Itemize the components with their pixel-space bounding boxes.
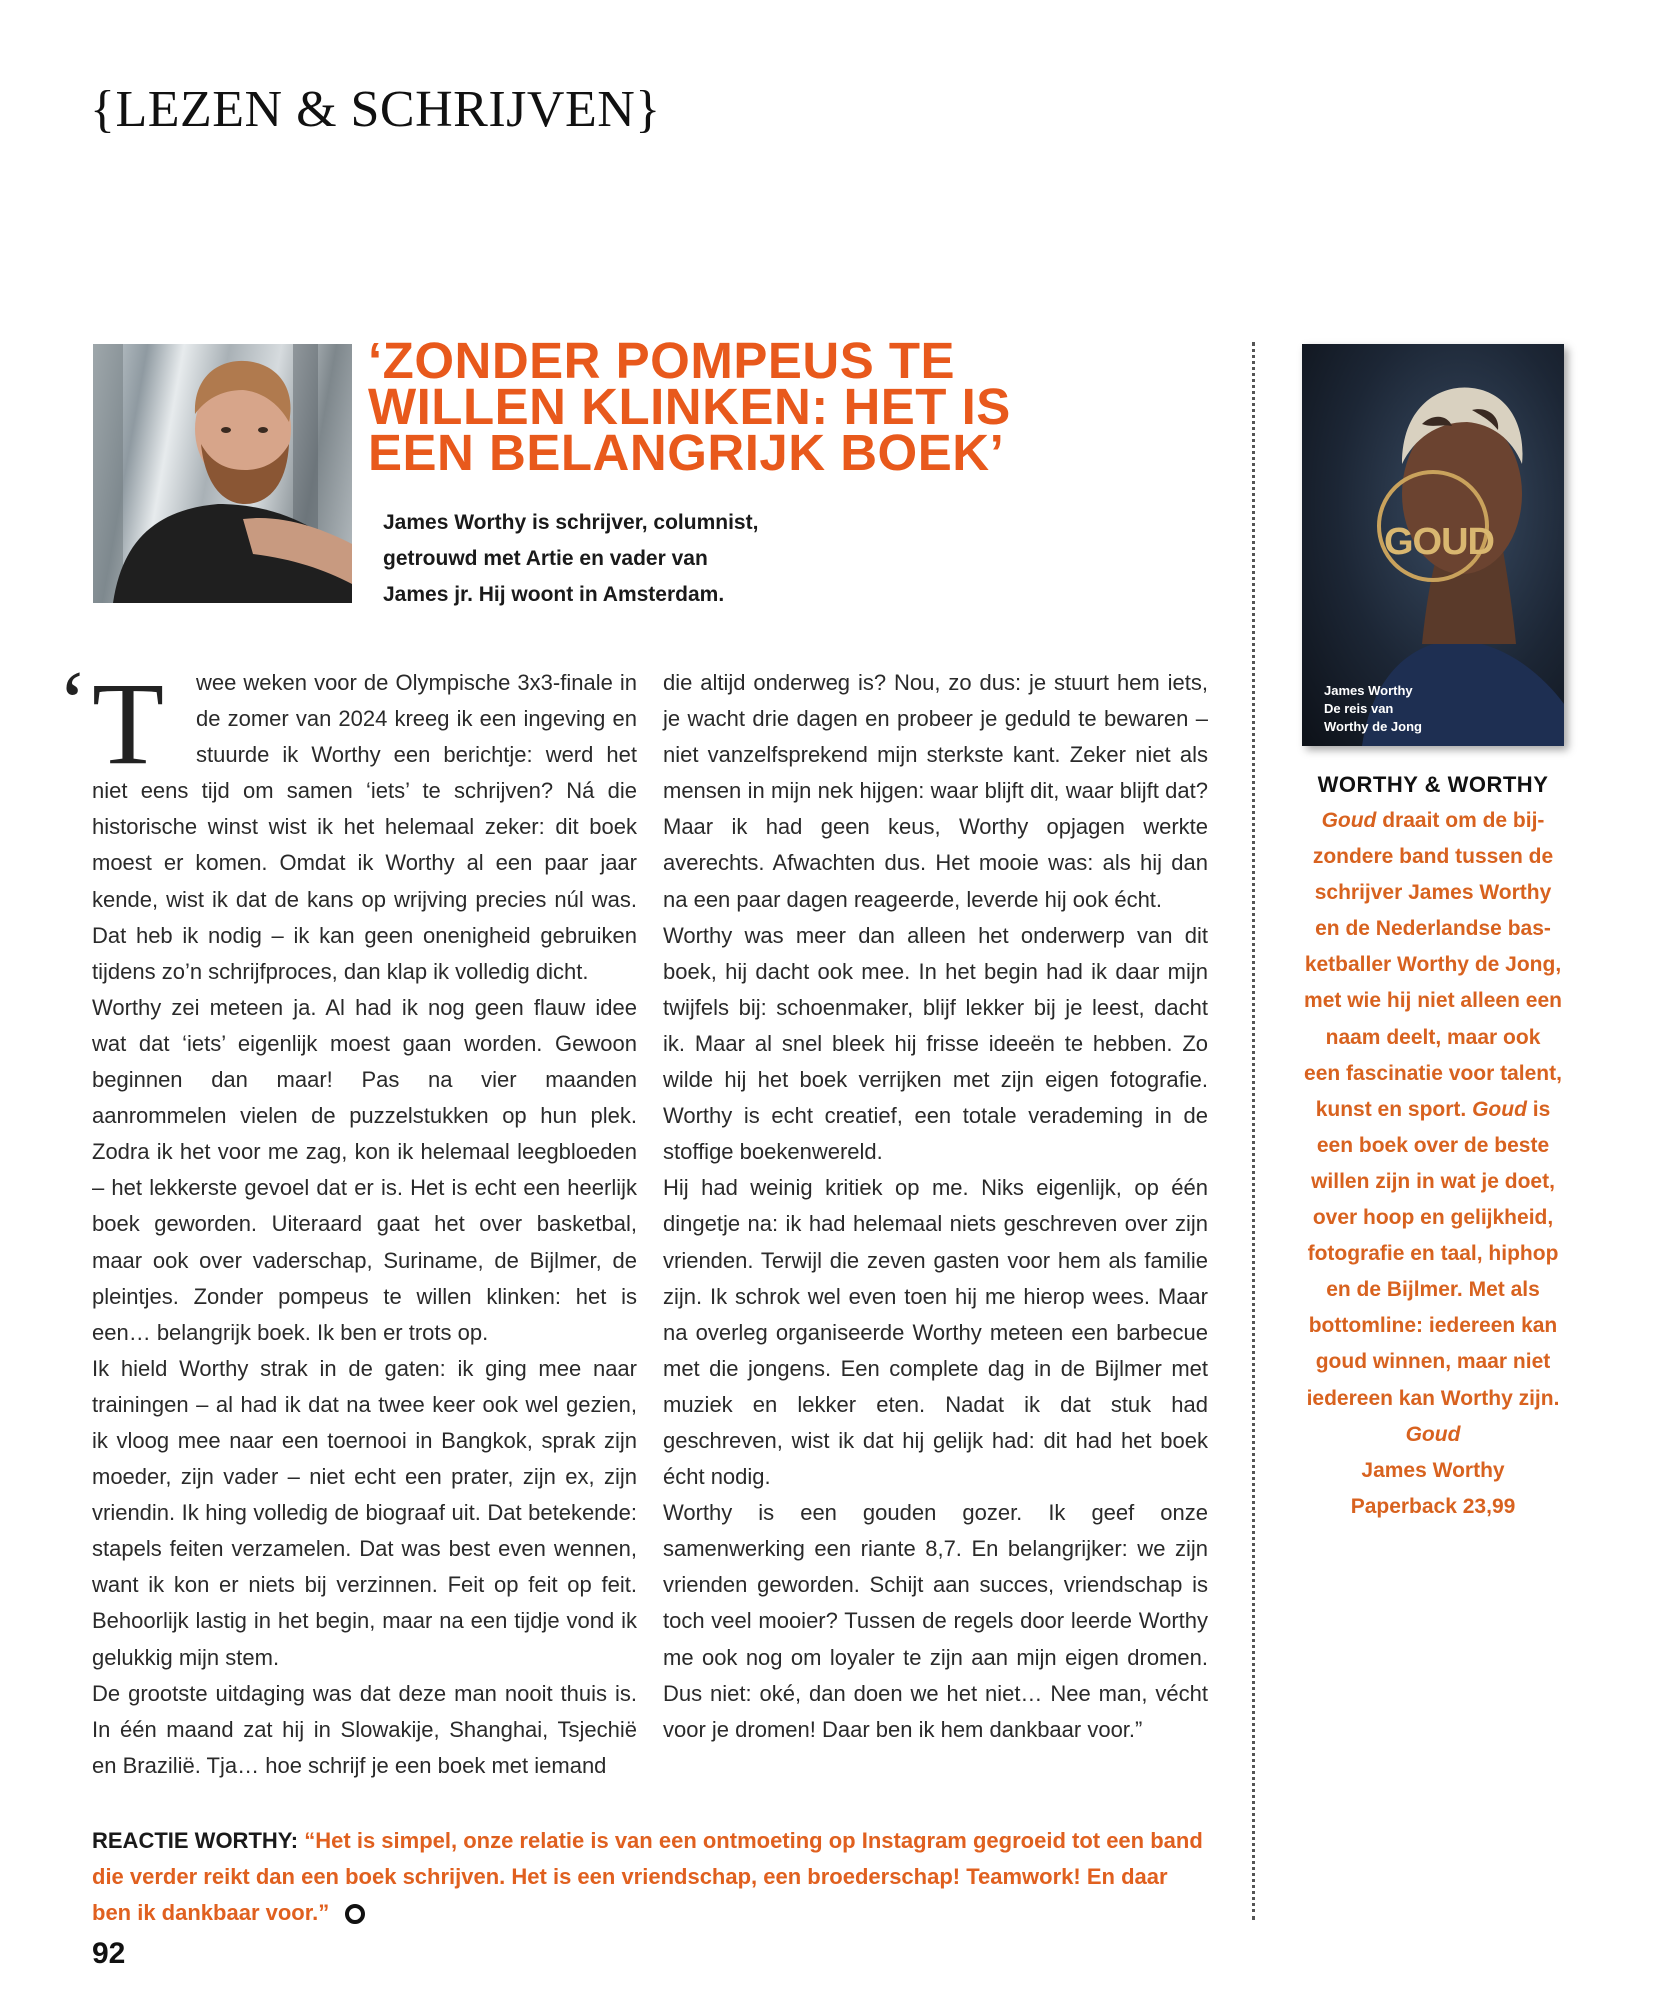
sidebar-book-price: Paperback 23,99 — [1350, 1494, 1516, 1518]
article-paragraph: De grootste uitdaging was dat deze man nooit thuis is. In één maand zat hij in Slowakije, Shanghai, Tsjechië en Brazilië. Tja… hoe schrijf je een boek met iemand — [92, 1680, 637, 1778]
article-column-1 — [58, 654, 637, 1784]
sidebar-line: en de Nederlandse bas- — [1315, 917, 1551, 941]
sidebar-heading: WORTHY & WORTHY — [1317, 772, 1549, 797]
reaction-label: REACTIE WORTHY: — [92, 1828, 299, 1853]
sidebar-line: over hoop en gelijkheid, — [1312, 1206, 1554, 1230]
sidebar-line: schrijver James Worthy — [1314, 881, 1552, 905]
cover-credit-line: James Worthy — [1324, 683, 1413, 698]
article-paragraph: Worthy was meer dan alleen het onderwerp van dit boek, hij dacht ook mee. In het begin had ik daar mijn twijfels bij: schoenmaker, blijf lekker bij je leest, dacht ik. Maar al snel bleek hij frisse ideeën te hebben. Zo wilde hij het boek verrijken met zijn eigen fotografie. Worthy is echt creatief, een totale verademing in de stoffige boekenwereld. — [663, 922, 1208, 1165]
article-paragraph: Worthy is een gouden gozer. Ik geef onze samenwerking een riante 8,7. En belangrijker: we zijn vrienden geworden. Schijt aan succes, vriendschap is toch veel mooier? Tussen de regels door leerde Worthy me ook nog om loyaler te zijn aan mijn eigen dromen. Dus niet: oké, dan doen we het niet… Nee man, vécht voor je dromen! Daar ben ik hem dankbaar voor.” — [663, 1500, 1208, 1742]
reaction-worthy — [92, 1823, 1212, 1931]
sidebar-line — [1298, 803, 1568, 839]
sidebar-line-tail: is — [1526, 1097, 1551, 1121]
sidebar-line: met wie hij niet alleen een — [1304, 989, 1562, 1013]
page-number: 92 — [92, 1937, 126, 1970]
sidebar-line: willen zijn in wat je doet, — [1311, 1169, 1555, 1193]
cover-credit-line: Worthy de Jong — [1324, 719, 1422, 734]
book-sidebar — [1298, 767, 1568, 1525]
article-paragraph: die altijd onderweg is? Nou, zo dus: je stuurt hem iets, je wacht drie dagen en probeer je geduld te bewaren – niet vanzelfsprekend mijn sterkste kant. Zeker niet als mensen in mijn nek hijgen: waar blijft dit, waar blijft dat? Maar ik had geen keus, Worthy opjagen werkte averechts. Afwachten dus. Het mooie was: als hij dan na een paar dagen reageerde, leverde hij ook écht. — [663, 670, 1208, 912]
sidebar-line: ketballer Worthy de Jong, — [1304, 953, 1562, 977]
article-paragraph: Worthy zei meteen ja. Al had ik nog geen flauw idee wat dat ‘iets’ eigenlijk moest gaan worden. Gewoon beginnen dan maar! Pas na vier maanden aanrommelen vielen de puzzelstukken op hun plek. Zodra ik het voor me zag, kon ik helemaal leegbloeden – het lekkerste gevoel dat er is. Het is echt een heerlijk boek geworden. Uiteraard gaat het over basketbal, maar ook over vaderschap, Suriname, de Bijlmer, de pleintjes. Zonder pompeus te willen klinken: het is een… belangrijk boek. Ik ben er trots op. — [92, 994, 637, 1345]
sidebar-line: goud winnen, maar niet — [1315, 1350, 1551, 1374]
sidebar-line-text: draait om de bij- — [1376, 809, 1545, 832]
drop-cap — [58, 654, 190, 789]
sidebar-line: bottomline: iedereen kan — [1308, 1314, 1558, 1338]
intro-line: getrouwd met Artie en vader van — [383, 547, 708, 570]
author-portrait-illustration — [93, 344, 352, 603]
sidebar-line-text: kunst en sport. — [1315, 1097, 1473, 1121]
cover-title: GOUD — [1384, 521, 1494, 563]
drop-cap-quote: ‘ — [58, 654, 88, 751]
headline — [368, 332, 1088, 481]
sidebar-line: een fascinatie voor talent, — [1304, 1061, 1562, 1085]
reaction-quote: “Het is simpel, onze relatie is van een ontmoeting op Instagram gegroeid tot een band die verder reikt dan een boek schrijven. Het is een vriendschap, een broederschap! Teamwork! En daar ben ik dankbaar voor.” — [92, 1828, 1203, 1925]
book-cover — [1302, 344, 1564, 746]
author-photo — [93, 344, 352, 603]
intro-line: James Worthy is schrijver, columnist, — [383, 511, 759, 534]
sidebar-italic: Goud — [1472, 1097, 1527, 1121]
drop-cap-letter: T — [92, 658, 165, 789]
sidebar-book-title-text: Goud — [1405, 1422, 1461, 1446]
section-title: {LEZEN & SCHRIJVEN} — [90, 81, 661, 138]
sidebar-line: naam deelt, maar ook — [1325, 1025, 1541, 1049]
sidebar-line: een boek over de beste — [1316, 1133, 1550, 1157]
author-intro — [383, 505, 823, 613]
sidebar-line: en de Bijlmer. Met als — [1326, 1278, 1540, 1302]
article-column-2 — [663, 665, 1208, 1748]
article-paragraph: Hij had weinig kritiek op me. Niks eigenlijk, op één dingetje na: ik had helemaal niets geschreven over zijn vrienden. Terwijl die zeven gasten voor hem als familie zijn. Ik schrok wel even toen hij me hierop wees. Maar na overleg organiseerde Worthy meteen een barbecue met die jongens. Een complete dag in de Bijlmer met muziek en lekker eten. Nadat ik dat stuk had geschreven, wist ik dat hij gelijk had: dit had het boek écht nodig. — [663, 1175, 1208, 1490]
sidebar-text — [1298, 803, 1568, 1525]
headline-line: WILLEN KLINKEN: HET IS — [368, 378, 1011, 435]
sidebar-line: zondere band tussen de — [1312, 845, 1554, 869]
cover-credit-line: De reis van — [1324, 701, 1394, 716]
sidebar-book-title — [1298, 1417, 1568, 1453]
sidebar-line: iedereen kan Worthy zijn. — [1306, 1386, 1560, 1410]
headline-line: ‘ZONDER POMPEUS TE — [368, 332, 956, 389]
sidebar-book-author: James Worthy — [1361, 1458, 1505, 1482]
sidebar-line: fotografie en taal, hiphop — [1307, 1242, 1559, 1266]
sidebar-line — [1298, 1092, 1568, 1128]
cover-credits — [1324, 682, 1422, 736]
headline-line: EEN BELANGRIJK BOEK’ — [368, 424, 1005, 481]
intro-line: James jr. Hij woont in Amsterdam. — [383, 583, 725, 606]
end-mark-icon — [345, 1904, 365, 1924]
sidebar-italic: Goud — [1321, 809, 1377, 832]
article-paragraph: Ik hield Worthy strak in de gaten: ik ging mee naar trainingen – al had ik dat na twee keer ook wel gezien, ik vloog mee naar een toernooi in Bangkok, sprak zijn moeder, zijn vader – niet echt een prater, zijn ex, zijn vriendin. Ik hing volledig de biograaf uit. Dat betekende: stapels feiten verzamelen. Dat was best even wennen, want ik kon er niets bij verzinnen. Feit op feit op feit. Behoorlijk lastig in het begin, maar na een tijdje vond ik gelukkig mijn stem. — [92, 1355, 637, 1670]
column-divider — [1252, 342, 1255, 1920]
article-paragraph: wee weken voor de Olympische 3x3-finale in de zomer van 2024 kreeg ik een ingeving en stuurde ik Worthy een berichtje: werd het niet eens tijd om samen ‘iets’ te schrijven? Ná die historische winst wist ik het helemaal zeker: dit boek moest er komen. Omdat ik Worthy al een paar jaar kende, wist ik dat de kans op wrijving precies núl was. Dat heb ik nodig – ik kan geen onenigheid gebruiken tijdens zo’n schrijfproces, dan klap ik volledig dicht. — [92, 670, 637, 984]
